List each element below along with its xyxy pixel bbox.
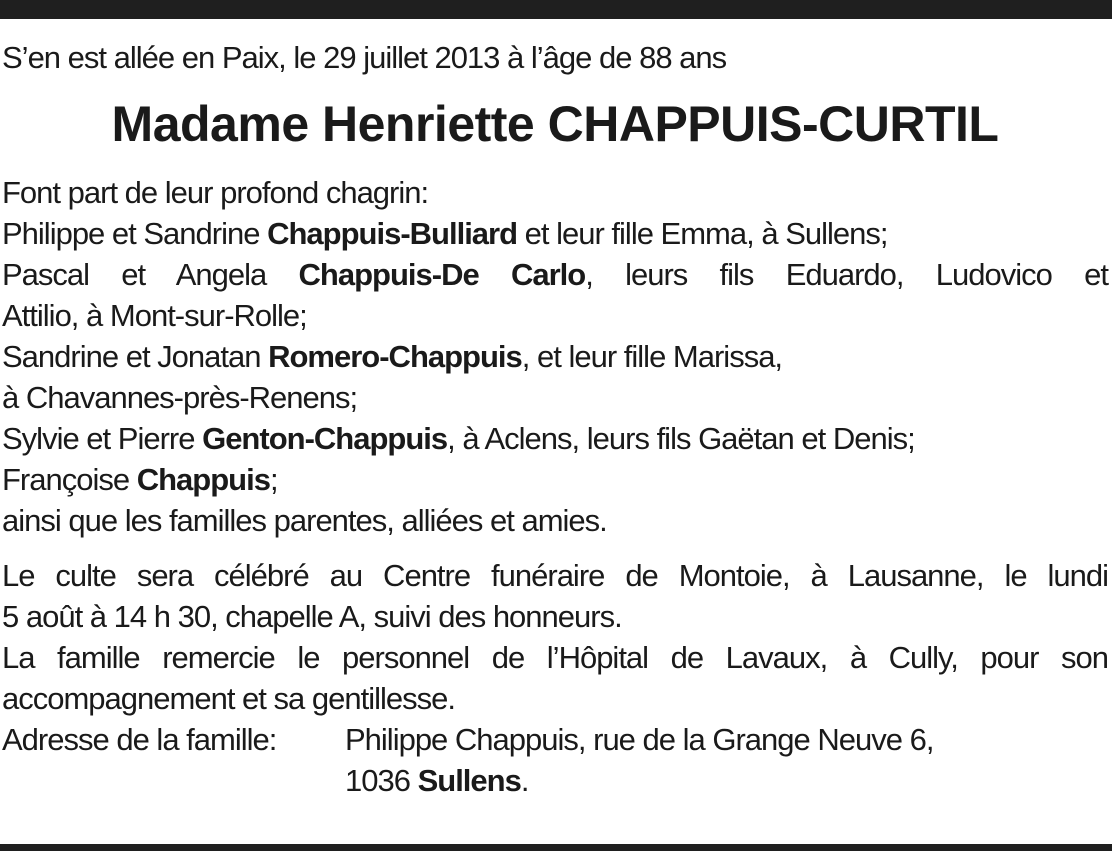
mourner-line-continuation: Attilio, à Mont-sur-Rolle;	[2, 298, 307, 333]
family-address	[2, 719, 1108, 801]
surname: Chappuis-De Carlo	[298, 257, 586, 292]
surname: Chappuis-Bulliard	[267, 216, 518, 251]
mourner-line: Philippe et Sandrine Chappuis-Bulliard et leur fille Emma, à Sullens;	[2, 216, 888, 251]
address-label: Adresse de la famille:	[2, 722, 277, 757]
closing-text: ainsi que les familles parentes, alliées et amies.	[2, 503, 607, 538]
mourner-line: Sylvie et Pierre Genton-Chappuis, à Aclens, leurs fils Gaëtan et Denis;	[2, 421, 915, 456]
surname: Chappuis	[136, 462, 270, 497]
address-street: Philippe Chappuis, rue de la Grange Neuve 6,	[345, 722, 934, 757]
surname: Romero-Chappuis	[268, 339, 522, 374]
address-city-line: 1036 Sullens.	[345, 763, 529, 798]
top-rule	[0, 0, 1112, 19]
death-notice	[2, 38, 1108, 801]
service-text-line: Le culte sera célébré au Centre funéraire de Montoie, à Lausanne, le lundi	[2, 558, 1108, 593]
intro-text: Font part de leur profond chagrin:	[2, 175, 429, 210]
surname: Genton-Chappuis	[202, 421, 448, 456]
bottom-rule	[0, 844, 1112, 851]
service-text-line: 5 août à 14 h 30, chapelle A, suivi des honneurs.	[2, 599, 622, 634]
thanks-text-line: accompagnement et sa gentillesse.	[2, 681, 455, 716]
thanks-text-line: La famille remercie le personnel de l’Hôpital de Lavaux, à Cully, pour son	[2, 640, 1108, 675]
paragraph-gap	[2, 541, 1108, 555]
mourner-line: Françoise Chappuis;	[2, 462, 278, 497]
mourner-line: Pascal et Angela Chappuis-De Carlo, leurs fils Eduardo, Ludovico et	[2, 257, 1108, 292]
headline: S’en est allée en Paix, le 29 juillet 2013 à l’âge de 88 ans	[2, 40, 727, 75]
deceased-name: Madame Henriette CHAPPUIS-CURTIL	[111, 96, 999, 152]
address-city: Sullens	[417, 763, 521, 798]
mourner-line: Sandrine et Jonatan Romero-Chappuis, et leur fille Marissa,	[2, 339, 783, 374]
mourner-line-continuation: à Chavannes-près-Renens;	[2, 380, 358, 415]
